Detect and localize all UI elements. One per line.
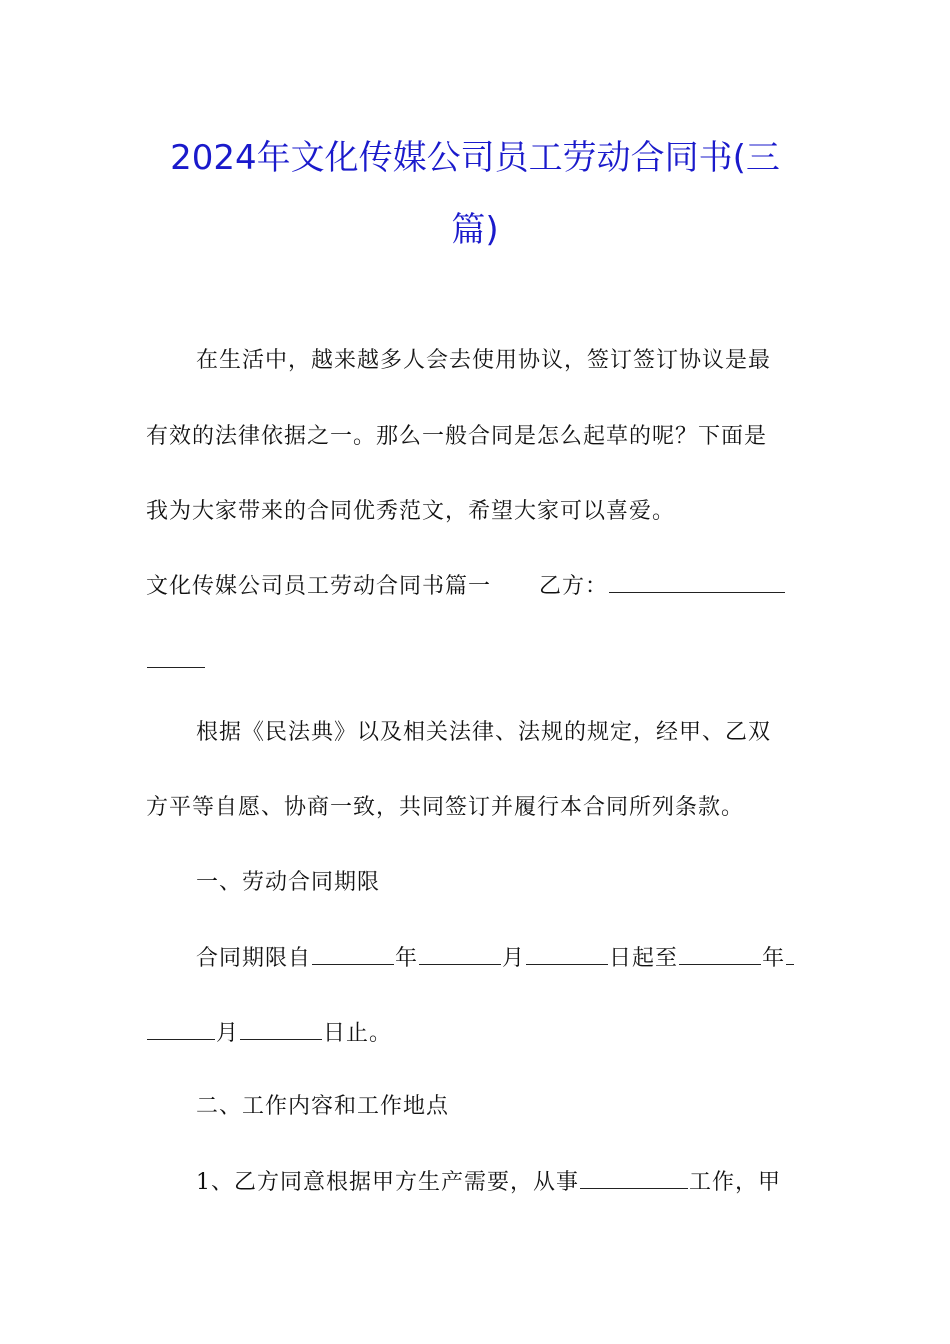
clause-2-item-1-start: 1、乙方同意根据甲方生产需要，从事	[196, 1170, 579, 1195]
party-b-label: 乙方：	[539, 574, 609, 599]
party-b-blank-continued	[147, 645, 205, 668]
end-year-label: 年	[762, 946, 786, 971]
intro-line-1: 在生活中，越来越多人会去使用协议，签订签订协议是最	[196, 348, 772, 373]
clause-1-paragraph-line-2	[146, 1017, 806, 1049]
document-title-line-1: 2024年文化传媒公司员工劳动合同书(三	[170, 138, 780, 178]
clause-2-item-1-line	[146, 1166, 806, 1198]
end-month-blank-start	[786, 942, 794, 965]
section-header-line	[146, 570, 806, 602]
basis-line-1: 根据《民法典》以及相关法律、法规的规定，经甲、乙双	[196, 720, 772, 745]
intro-line-2: 有效的法律依据之一。那么一般合同是怎么起草的呢？下面是	[146, 424, 768, 449]
party-b-blank	[609, 570, 785, 593]
clause-1-paragraph-line-1	[146, 942, 806, 974]
party-b-blank-continued-line	[146, 645, 806, 677]
clause-2-item-1-mid: 工作，甲	[689, 1170, 782, 1195]
end-month-label: 月	[216, 1021, 240, 1046]
clause-1-start-text: 合同期限自	[196, 946, 312, 971]
intro-line-3: 我为大家带来的合同优秀范文，希望大家可以喜爱。	[146, 499, 676, 524]
start-year-blank	[312, 942, 394, 965]
basis-line-2: 方平等自愿、协商一致，共同签订并履行本合同所列条款。	[146, 795, 745, 820]
end-day-blank	[240, 1017, 322, 1040]
start-month-blank	[419, 942, 501, 965]
clause-2-heading: 二、工作内容和工作地点	[196, 1094, 450, 1119]
end-month-blank	[147, 1017, 215, 1040]
clause-1-heading: 一、劳动合同期限	[196, 870, 381, 895]
day-from-label: 日起至	[609, 946, 679, 971]
document-title-line-2: 篇)	[451, 210, 499, 250]
end-year-blank	[679, 942, 761, 965]
start-year-label: 年	[395, 946, 419, 971]
job-title-blank	[580, 1166, 688, 1189]
start-month-label: 月	[502, 946, 526, 971]
start-day-blank	[526, 942, 608, 965]
clause-1-end-text: 日止。	[323, 1021, 393, 1046]
section-header-label: 文化传媒公司员工劳动合同书篇一	[146, 574, 492, 599]
